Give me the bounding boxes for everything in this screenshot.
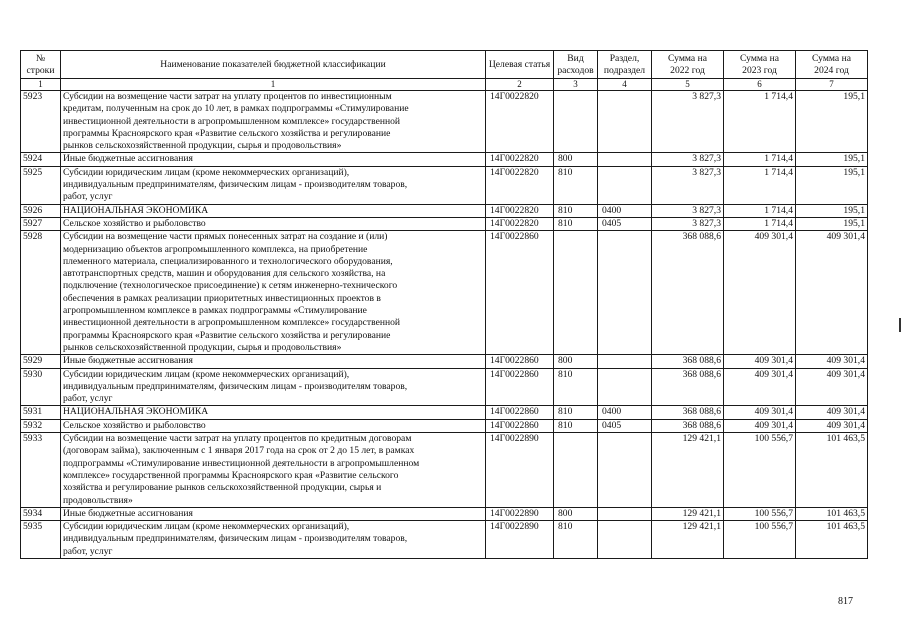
header-target-article: Целевая статья: [486, 51, 554, 79]
row-section: [598, 355, 652, 368]
row-name-line: индивидуальным предпринимателям, физическим лицам - производителям товаров,: [63, 533, 408, 545]
row-number: 5932: [21, 419, 61, 432]
column-number: 2: [486, 79, 554, 91]
row-target-article: 14Г0022860: [486, 368, 554, 406]
row-expense-type: [554, 433, 598, 508]
row-sum-2024: 409 301,4: [796, 406, 868, 419]
row-section: [598, 166, 652, 204]
row-target-article: 14Г0022890: [486, 521, 554, 559]
table-row: [21, 91, 868, 153]
row-name-line: Сельское хозяйство и рыболовство: [63, 419, 206, 431]
row-sum-2022: 3 827,3: [652, 166, 724, 204]
row-sum-2022: 3 827,3: [652, 91, 724, 153]
column-number: 5: [652, 79, 724, 91]
row-name-line: программы Красноярского края «Развитие сельского хозяйства и регулирование: [63, 329, 391, 341]
row-name-line: инвестиционной деятельности в агропромышленном комплексе» государственной: [63, 115, 401, 127]
scan-edge-mark: [899, 318, 901, 332]
row-section: [598, 433, 652, 508]
row-sum-2022: 368 088,6: [652, 406, 724, 419]
row-sum-2023: 100 556,7: [724, 507, 796, 520]
row-sum-2024: 409 301,4: [796, 231, 868, 355]
row-target-article: 14Г0022820: [486, 91, 554, 153]
row-name-line: кредитам, полученным на срок до 10 лет, в рамках подпрограммы «Стимулирование: [63, 103, 409, 115]
row-sum-2023: 1 714,4: [724, 217, 796, 230]
row-expense-type: 800: [554, 153, 598, 166]
table-row: [21, 368, 868, 406]
row-sum-2023: 1 714,4: [724, 204, 796, 217]
table-row: [21, 355, 868, 368]
row-name-line: племенного материала, специализированного и технологического оборудования,: [63, 255, 393, 267]
row-target-article: 14Г0022860: [486, 355, 554, 368]
row-name-line: Субсидии на возмещение части прямых понесенных затрат на создание и (или): [63, 231, 388, 243]
row-sum-2024: 101 463,5: [796, 507, 868, 520]
column-number: 3: [554, 79, 598, 91]
row-name-line: (договорам займа), заключенным с 1 января 2017 года на срок от 2 до 15 лет, в рамках: [63, 445, 415, 457]
row-sum-2024: 409 301,4: [796, 355, 868, 368]
row-name-line: автотранспортных средств, машин и оборудования для сельского хозяйства, на: [63, 268, 386, 280]
row-name: [61, 153, 486, 166]
table-row: [21, 433, 868, 508]
row-name: [61, 368, 486, 406]
header-sum-2022: Сумма на 2022 год: [652, 51, 724, 79]
row-name: [61, 507, 486, 520]
row-expense-type: 800: [554, 355, 598, 368]
row-name: [61, 231, 486, 355]
row-name-line: обеспечения в рамках реализации приоритетных инвестиционных проектов в: [63, 292, 381, 304]
row-sum-2024: 195,1: [796, 217, 868, 230]
row-expense-type: 810: [554, 217, 598, 230]
row-number: 5933: [21, 433, 61, 508]
row-sum-2023: 409 301,4: [724, 419, 796, 432]
table-row: [21, 406, 868, 419]
row-name: [61, 419, 486, 432]
row-sum-2022: 368 088,6: [652, 368, 724, 406]
row-number: 5926: [21, 204, 61, 217]
row-name-line: НАЦИОНАЛЬНАЯ ЭКОНОМИКА: [63, 204, 209, 216]
row-name: [61, 204, 486, 217]
row-expense-type: 810: [554, 166, 598, 204]
row-sum-2022: 368 088,6: [652, 355, 724, 368]
header-section: Раздел, подраздел: [598, 51, 652, 79]
row-expense-type: [554, 231, 598, 355]
row-sum-2024: 409 301,4: [796, 419, 868, 432]
row-sum-2022: 129 421,1: [652, 521, 724, 559]
row-sum-2023: 409 301,4: [724, 231, 796, 355]
header-row: [21, 51, 868, 79]
row-name-line: Сельское хозяйство и рыболовство: [63, 217, 206, 229]
row-sum-2023: 409 301,4: [724, 355, 796, 368]
header-sum-2023: Сумма на 2023 год: [724, 51, 796, 79]
row-sum-2022: 368 088,6: [652, 231, 724, 355]
row-name-line: хозяйства и регулирование рынков сельскохозяйственной продукции, сырья и: [63, 482, 382, 494]
row-expense-type: 810: [554, 406, 598, 419]
header-row-number: № строки: [21, 51, 61, 79]
row-sum-2023: 1 714,4: [724, 166, 796, 204]
row-target-article: 14Г0022820: [486, 166, 554, 204]
row-number: 5925: [21, 166, 61, 204]
row-name-line: Субсидии юридическим лицам (кроме некоммерческих организаций),: [63, 368, 350, 380]
row-number: 5931: [21, 406, 61, 419]
row-name-line: Иные бюджетные ассигнования: [63, 153, 193, 165]
column-number: 1: [21, 79, 61, 91]
row-sum-2023: 409 301,4: [724, 406, 796, 419]
row-section: [598, 153, 652, 166]
row-number: 5930: [21, 368, 61, 406]
row-name: [61, 521, 486, 559]
column-number: 1: [61, 79, 486, 91]
header-sum-2024: Сумма на 2024 год: [796, 51, 868, 79]
row-number: 5924: [21, 153, 61, 166]
row-section: [598, 521, 652, 559]
row-target-article: 14Г0022890: [486, 507, 554, 520]
row-name-line: Иные бюджетные ассигнования: [63, 355, 193, 367]
table-row: [21, 153, 868, 166]
row-name-line: модернизацию объектов агропромышленного комплекса, на приобретение: [63, 243, 368, 255]
column-number: 4: [598, 79, 652, 91]
row-name: [61, 355, 486, 368]
row-target-article: 14Г0022860: [486, 406, 554, 419]
row-name: [61, 406, 486, 419]
row-name-line: Субсидии юридическим лицам (кроме некоммерческих организаций),: [63, 521, 350, 533]
row-sum-2023: 1 714,4: [724, 91, 796, 153]
table-row: [21, 507, 868, 520]
row-expense-type: 810: [554, 419, 598, 432]
row-name: [61, 217, 486, 230]
row-name: [61, 91, 486, 153]
row-name-line: индивидуальным предпринимателям, физическим лицам - производителям товаров,: [63, 179, 408, 191]
row-expense-type: 810: [554, 521, 598, 559]
row-sum-2022: 368 088,6: [652, 419, 724, 432]
row-number: 5929: [21, 355, 61, 368]
row-expense-type: [554, 91, 598, 153]
row-name-line: рынков сельскохозяйственной продукции, сырья и продовольствия»: [63, 140, 342, 152]
row-name: [61, 433, 486, 508]
row-target-article: 14Г0022860: [486, 419, 554, 432]
row-section: 0405: [598, 217, 652, 230]
row-section: 0400: [598, 204, 652, 217]
row-sum-2024: 195,1: [796, 153, 868, 166]
row-expense-type: 800: [554, 507, 598, 520]
column-number: 7: [796, 79, 868, 91]
row-name-line: работ, услуг: [63, 191, 113, 203]
row-name-line: Субсидии юридическим лицам (кроме некоммерческих организаций),: [63, 166, 350, 178]
row-target-article: 14Г0022860: [486, 231, 554, 355]
column-number-row: [21, 79, 868, 91]
header-name: Наименование показателей бюджетной классификации: [61, 51, 486, 79]
table-row: [21, 231, 868, 355]
row-name-line: комплексе» государственной программы Красноярского края «Развитие сельского: [63, 469, 399, 481]
row-target-article: 14Г0022820: [486, 204, 554, 217]
row-sum-2024: 409 301,4: [796, 368, 868, 406]
row-number: 5923: [21, 91, 61, 153]
row-section: [598, 91, 652, 153]
row-sum-2023: 100 556,7: [724, 521, 796, 559]
table-row: [21, 204, 868, 217]
table-row: [21, 419, 868, 432]
row-sum-2022: 129 421,1: [652, 433, 724, 508]
table-row: [21, 166, 868, 204]
row-sum-2024: 195,1: [796, 166, 868, 204]
header-expense-type: Вид расходов: [554, 51, 598, 79]
row-target-article: 14Г0022890: [486, 433, 554, 508]
column-number: 6: [724, 79, 796, 91]
row-number: 5934: [21, 507, 61, 520]
table-row: [21, 217, 868, 230]
row-sum-2024: 195,1: [796, 91, 868, 153]
row-sum-2022: 3 827,3: [652, 204, 724, 217]
row-section: 0405: [598, 419, 652, 432]
row-section: [598, 231, 652, 355]
budget-table: [20, 50, 868, 559]
row-expense-type: 810: [554, 368, 598, 406]
row-sum-2024: 195,1: [796, 204, 868, 217]
row-target-article: 14Г0022820: [486, 153, 554, 166]
row-name-line: программы Красноярского края «Развитие сельского хозяйства и регулирование: [63, 127, 391, 139]
row-name-line: агропромышленном комплексе в рамках подпрограммы «Стимулирование: [63, 305, 367, 317]
row-name-line: работ, услуг: [63, 545, 113, 557]
row-name-line: Субсидии на возмещение части затрат на уплату процентов по инвестиционным: [63, 91, 392, 102]
row-sum-2024: 101 463,5: [796, 521, 868, 559]
row-sum-2022: 129 421,1: [652, 507, 724, 520]
row-sum-2024: 101 463,5: [796, 433, 868, 508]
row-name-line: инвестиционной деятельности в агропромышленном комплексе» государственной: [63, 317, 401, 329]
row-number: 5935: [21, 521, 61, 559]
row-expense-type: 810: [554, 204, 598, 217]
row-name-line: подпрограммы «Стимулирование инвестиционной деятельности в агропромышленном: [63, 457, 420, 469]
page-number: 817: [838, 596, 853, 607]
row-name-line: Субсидии на возмещение части затрат на уплату процентов по кредитным договорам: [63, 433, 412, 445]
row-sum-2023: 100 556,7: [724, 433, 796, 508]
row-name-line: продовольствия»: [63, 494, 133, 506]
row-section: [598, 507, 652, 520]
row-name-line: работ, услуг: [63, 393, 113, 405]
row-section: 0400: [598, 406, 652, 419]
table-row: [21, 521, 868, 559]
row-name-line: Иные бюджетные ассигнования: [63, 507, 193, 519]
row-sum-2022: 3 827,3: [652, 153, 724, 166]
row-name-line: НАЦИОНАЛЬНАЯ ЭКОНОМИКА: [63, 406, 209, 418]
row-target-article: 14Г0022820: [486, 217, 554, 230]
row-name-line: подключение (технологическое присоединение) к сетям инженерно-технического: [63, 280, 398, 292]
row-sum-2023: 409 301,4: [724, 368, 796, 406]
row-section: [598, 368, 652, 406]
row-name-line: рынков сельскохозяйственной продукции, сырья и продовольствия»: [63, 341, 342, 353]
row-number: 5927: [21, 217, 61, 230]
row-sum-2022: 3 827,3: [652, 217, 724, 230]
row-sum-2023: 1 714,4: [724, 153, 796, 166]
row-number: 5928: [21, 231, 61, 355]
row-name-line: индивидуальным предпринимателям, физическим лицам - производителям товаров,: [63, 380, 408, 392]
row-name: [61, 166, 486, 204]
